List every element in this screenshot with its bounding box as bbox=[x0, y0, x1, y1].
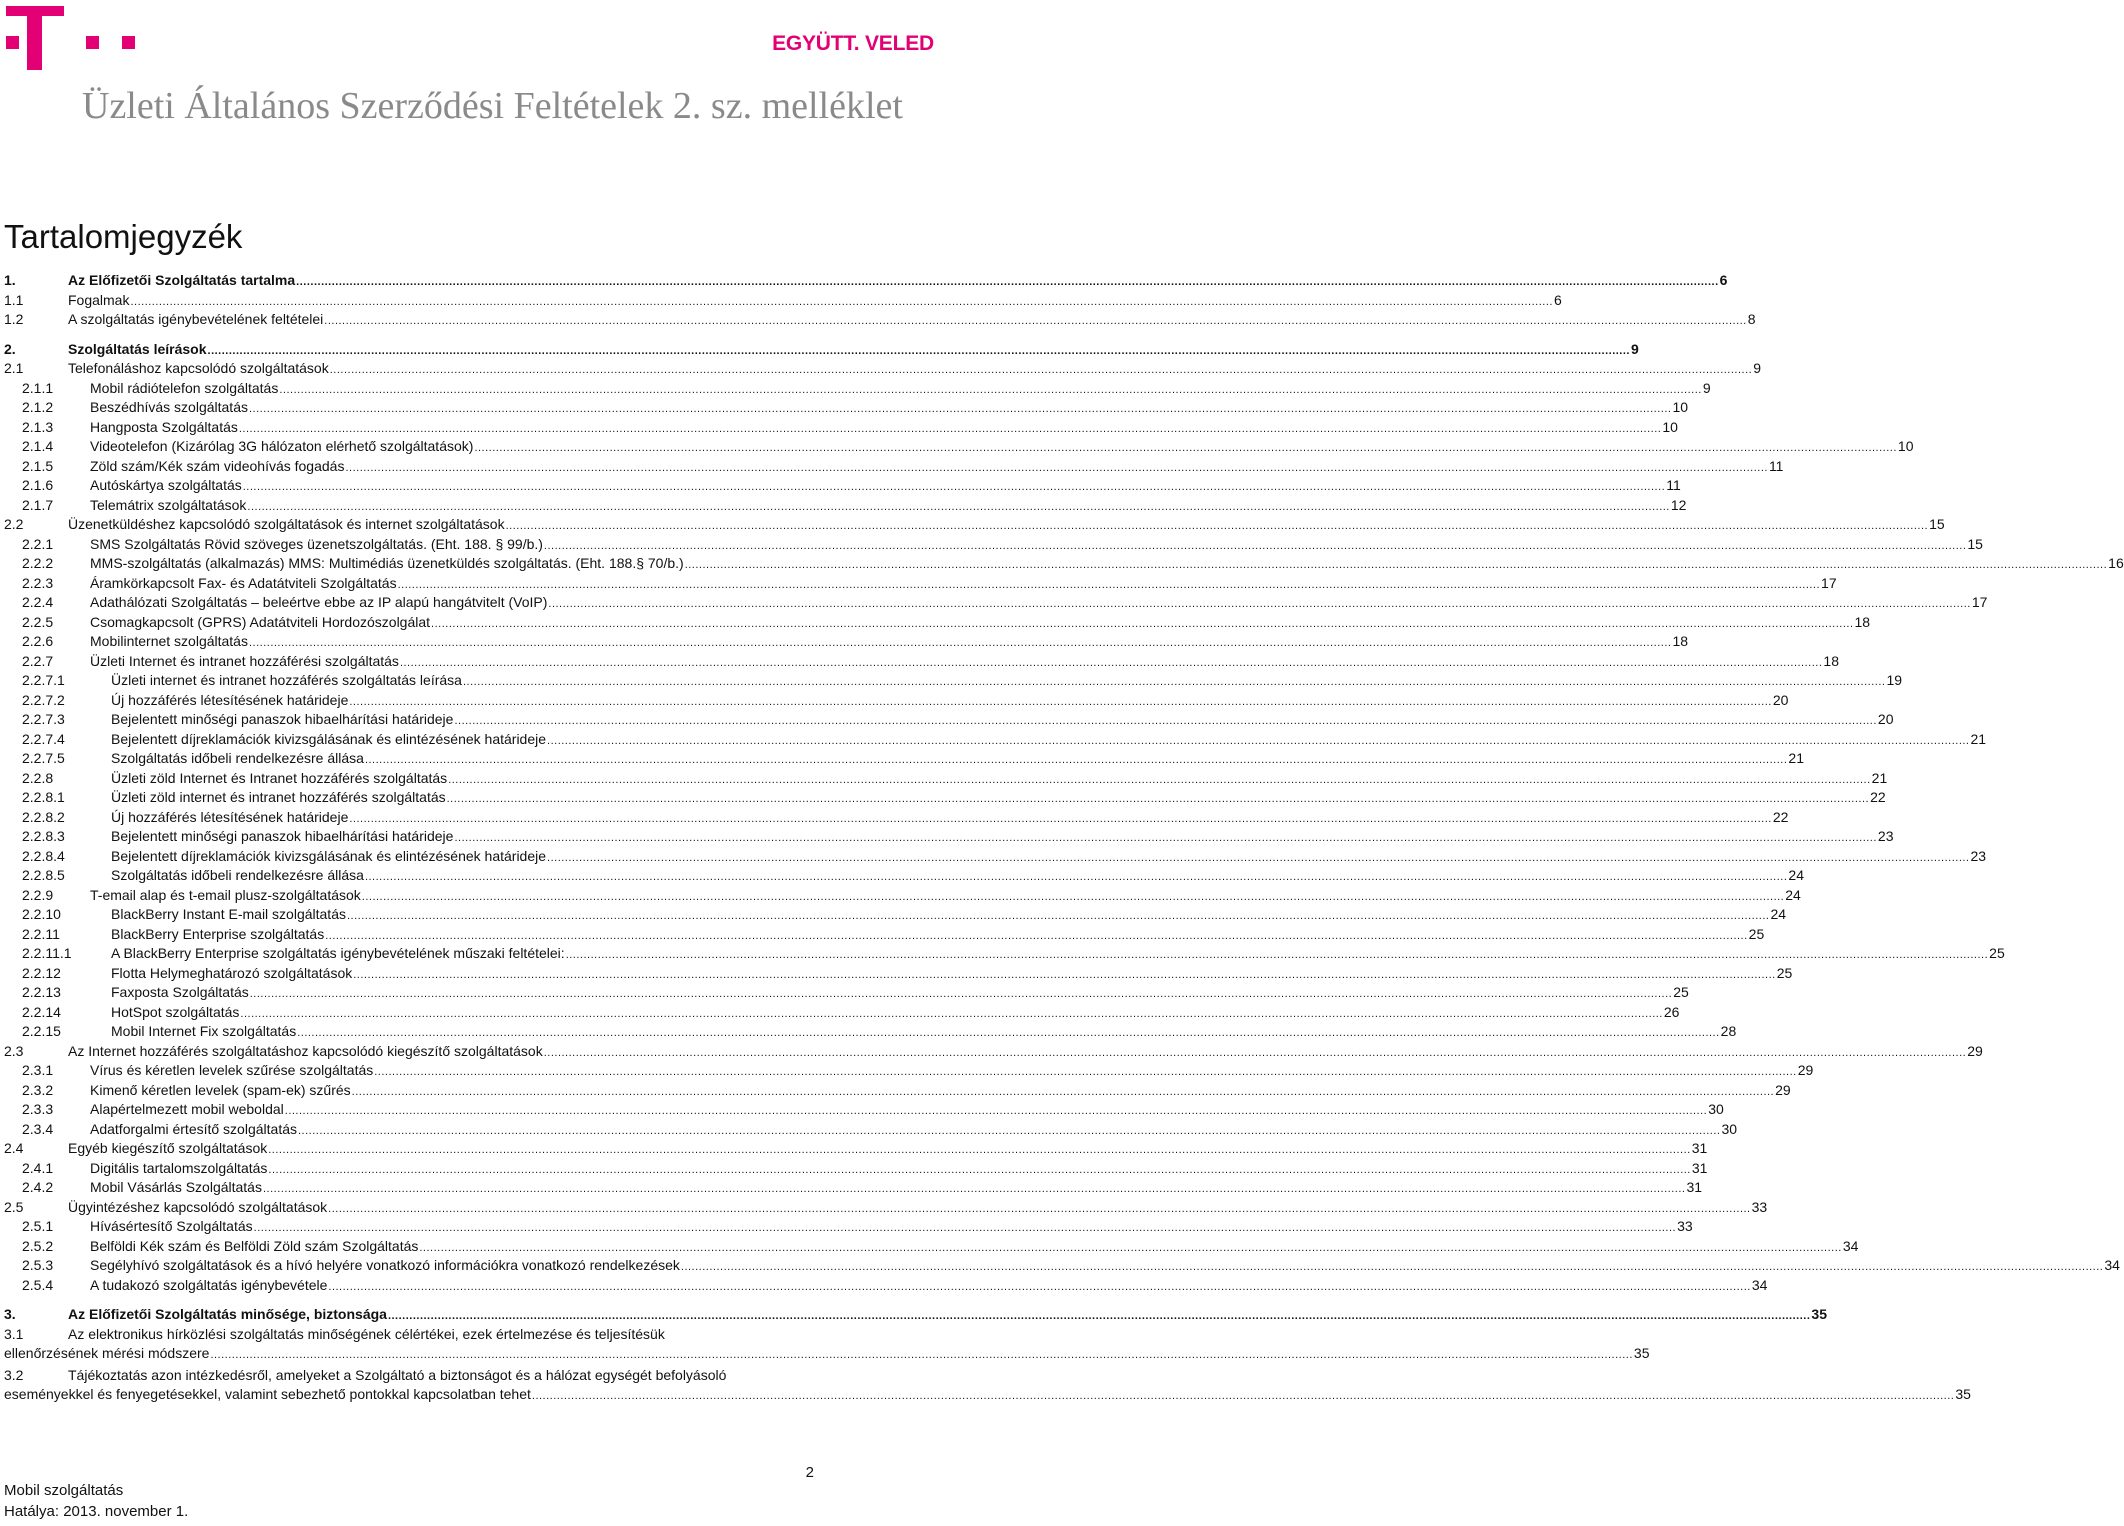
toc-entry[interactable] bbox=[4, 613, 1871, 633]
toc-entry-page: 11 bbox=[1768, 457, 1784, 474]
toc-entry-number: 2.2.8.2 bbox=[22, 808, 65, 825]
toc-entry-number: 2.5.2 bbox=[22, 1237, 54, 1254]
toc-entry-page: 24 bbox=[1785, 886, 1801, 903]
toc-entry[interactable] bbox=[4, 535, 1983, 555]
footer-info bbox=[4, 1480, 188, 1522]
toc-leader-dots: ................................................................................................................................................................................................................................................................................................................................................................................................................ bbox=[351, 1085, 1775, 1098]
toc-leader-dots: ................................................................................................................................................................................................................................................................................................................................................................................................................ bbox=[547, 851, 1970, 864]
toc-leader-dots: ................................................................................................................................................................................................................................................................................................................................................................................................................ bbox=[297, 1027, 1720, 1039]
toc-entry-number: 2.3.3 bbox=[22, 1101, 54, 1117]
toc-entry-title: Csomagkapcsolt (GPRS) Adatátviteli Hordozószolgálat bbox=[90, 613, 431, 630]
toc-leader-dots: ................................................................................................................................................................................................................................................................................................................................................................................................................ bbox=[474, 442, 1897, 454]
toc-entry[interactable] bbox=[4, 671, 1903, 691]
toc-entry-number: 2.2.3 bbox=[22, 574, 54, 591]
toc-entry-title: Telemátrix szolgáltatások bbox=[90, 496, 247, 513]
toc-leader-dots: ................................................................................................................................................................................................................................................................................................................................................................................................................ bbox=[268, 1163, 1691, 1176]
toc-entry-page: 24 bbox=[1788, 867, 1804, 883]
toc-entry-title: Üzenetküldéshez kapcsolódó szolgáltatások és internet szolgáltatások bbox=[68, 516, 505, 532]
toc-entry[interactable] bbox=[4, 1325, 1650, 1366]
toc-entry-title-continued: ellenőrzésének mérési módszere bbox=[4, 1345, 210, 1361]
toc-entry-title: Új hozzáférés létesítésének határideje bbox=[111, 808, 349, 825]
toc-entry[interactable] bbox=[4, 554, 2124, 574]
toc-entry-title: Üzleti Internet és intranet hozzáférési szolgáltatás bbox=[90, 652, 399, 669]
toc-entry-title: Hívásértesítő Szolgáltatás bbox=[90, 1218, 253, 1234]
toc-leader-dots: ................................................................................................................................................................................................................................................................................................................................................................................................................ bbox=[543, 1046, 1967, 1059]
telekom-logo bbox=[6, 6, 146, 72]
toc-entry-page: 12 bbox=[1670, 496, 1687, 513]
toc-entry-page: 25 bbox=[1989, 945, 2005, 961]
toc-entry-title: Alapértelmezett mobil weboldal bbox=[90, 1101, 284, 1117]
toc-entry-page: 23 bbox=[1877, 828, 1894, 844]
toc-entry-page: 21 bbox=[1788, 750, 1804, 766]
toc-heading: Tartalomjegyzék bbox=[4, 218, 243, 255]
toc-entry[interactable] bbox=[4, 769, 1888, 789]
toc-entry-number: 2.2.9 bbox=[22, 886, 54, 903]
toc-leader-dots: ................................................................................................................................................................................................................................................................................................................................................................................................................ bbox=[531, 1390, 1955, 1402]
toc-leader-dots: ................................................................................................................................................................................................................................................................................................................................................................................................................ bbox=[680, 1261, 2104, 1273]
toc-leader-dots: ................................................................................................................................................................................................................................................................................................................................................................................................................ bbox=[240, 1007, 1663, 1020]
toc-entry-number: 3.2 bbox=[4, 1366, 24, 1383]
toc-entry-page: 21 bbox=[1970, 730, 1987, 747]
toc-entry[interactable] bbox=[4, 457, 1784, 477]
toc-entry-page: 11 bbox=[1666, 477, 1681, 493]
footer-service: Mobil szolgáltatás bbox=[4, 1482, 124, 1499]
toc-entry-number: 2.2.5 bbox=[22, 613, 54, 630]
toc-leader-dots: ................................................................................................................................................................................................................................................................................................................................................................................................................ bbox=[547, 734, 1970, 747]
toc-entry-title: T-email alap és t-email plusz-szolgáltatások bbox=[90, 886, 361, 903]
toc-leader-dots: ................................................................................................................................................................................................................................................................................................................................................................................................................ bbox=[279, 383, 1702, 396]
toc-leader-dots: ................................................................................................................................................................................................................................................................................................................................................................................................................ bbox=[397, 578, 1821, 591]
toc-entry-title: Szolgáltatás leírások bbox=[68, 340, 207, 357]
toc-leader-dots: ................................................................................................................................................................................................................................................................................................................................................................................................................ bbox=[325, 929, 1748, 942]
toc-entry-page: 10 bbox=[1897, 438, 1914, 454]
toc-entry-title: Belföldi Kék szám és Belföldi Zöld szám Szolgáltatás bbox=[90, 1237, 419, 1254]
toc-entry-number: 2.3.2 bbox=[22, 1081, 54, 1098]
toc-entry-number: 2.5.3 bbox=[22, 1257, 54, 1273]
toc-entry[interactable] bbox=[4, 730, 1987, 750]
toc-entry[interactable] bbox=[4, 398, 1689, 418]
toc-entry-page: 35 bbox=[1955, 1386, 1971, 1402]
toc-entry-page: 15 bbox=[1929, 516, 1945, 532]
toc-entry[interactable] bbox=[4, 379, 1711, 399]
toc-entry[interactable] bbox=[4, 359, 1761, 379]
toc-entry[interactable] bbox=[4, 476, 1681, 496]
toc-entry-page: 18 bbox=[1854, 613, 1871, 630]
toc-entry[interactable] bbox=[4, 964, 1793, 984]
toc-leader-dots: ................................................................................................................................................................................................................................................................................................................................................................................................................ bbox=[130, 295, 1553, 308]
toc-entry-title: Az elektronikus hírközlési szolgáltatás minőségének célértékei, ezek értelmezése és teljesítésük bbox=[68, 1325, 665, 1342]
toc-entry-title: A tudakozó szolgáltatás igénybevétele bbox=[90, 1276, 328, 1293]
logo-dot-3 bbox=[122, 36, 135, 49]
toc-entry[interactable] bbox=[4, 749, 1804, 769]
toc-entry[interactable] bbox=[4, 418, 1678, 438]
toc-entry-number: 2.2.7.5 bbox=[22, 750, 65, 766]
toc-entry-number: 2.5 bbox=[4, 1198, 24, 1215]
toc-entry-title: Az Internet hozzáférés szolgáltatáshoz kapcsolódó kiegészítő szolgáltatások bbox=[68, 1042, 543, 1059]
toc-leader-dots: ................................................................................................................................................................................................................................................................................................................................................................................................................ bbox=[210, 1349, 1633, 1361]
toc-entry-number: 2.2.2 bbox=[22, 555, 54, 571]
toc-entry-title: Fogalmak bbox=[68, 291, 130, 308]
toc-entry-title: Adatforgalmi értesítő szolgáltatás bbox=[90, 1120, 297, 1137]
toc-entry-title: Az Előfizetői Szolgáltatás minősége, biztonsága bbox=[68, 1306, 387, 1322]
toc-entry[interactable] bbox=[4, 1100, 1724, 1120]
toc-leader-dots: ................................................................................................................................................................................................................................................................................................................................................................................................................ bbox=[298, 1124, 1721, 1137]
toc-entry-title: Üzleti zöld Internet és Intranet hozzáférés szolgáltatás bbox=[111, 769, 448, 786]
toc-entry-number: 2.2.7.1 bbox=[22, 672, 65, 688]
toc-leader-dots: ................................................................................................................................................................................................................................................................................................................................................................................................................ bbox=[684, 559, 2108, 571]
toc-entry-number: 2.2.10 bbox=[22, 906, 61, 922]
toc-entry[interactable] bbox=[4, 1217, 1693, 1237]
toc-entry-title: Zöld szám/Kék szám videohívás fogadás bbox=[90, 457, 345, 474]
toc-entry-title: Bejelentett díjreklamációk kivizsgálásának és elintézésének határideje bbox=[111, 847, 547, 864]
toc-entry-title: Tájékoztatás azon intézkedésről, amelyeket a Szolgáltató a biztonságot és a hálózat egységét befolyásoló bbox=[68, 1366, 727, 1383]
toc-entry-number: 2.2.8.3 bbox=[22, 828, 65, 844]
toc-leader-dots: ................................................................................................................................................................................................................................................................................................................................................................................................................ bbox=[448, 773, 1871, 786]
toc-entry-title: Flotta Helymeghatározó szolgáltatások bbox=[111, 964, 353, 981]
toc-entry-number: 1.2 bbox=[4, 311, 24, 327]
toc-entry[interactable] bbox=[4, 593, 1988, 613]
toc-entry-title: A BlackBerry Enterprise szolgáltatás igénybevételének műszaki feltételei: bbox=[111, 945, 565, 961]
toc-entry-number: 2.2.14 bbox=[22, 1003, 61, 1020]
toc-entry-number: 3.1 bbox=[4, 1325, 24, 1342]
toc-entry-title: SMS Szolgáltatás Rövid szöveges üzenetszolgáltatás. (Eht. 188. § 99/b.) bbox=[90, 535, 543, 552]
toc-leader-dots: ................................................................................................................................................................................................................................................................................................................................................................................................................ bbox=[345, 461, 1768, 474]
toc-entry-page: 31 bbox=[1691, 1159, 1708, 1176]
toc-leader-dots: ................................................................................................................................................................................................................................................................................................................................................................................................................ bbox=[446, 793, 1870, 805]
toc-entry-page: 34 bbox=[2104, 1257, 2120, 1273]
toc-entry-number: 2.2.7.4 bbox=[22, 730, 65, 747]
toc-entry-page: 21 bbox=[1871, 769, 1888, 786]
toc-entry-number: 2.4 bbox=[4, 1140, 24, 1156]
toc-leader-dots: ................................................................................................................................................................................................................................................................................................................................................................................................................ bbox=[364, 754, 1788, 766]
toc-entry-page: 9 bbox=[1753, 360, 1761, 376]
toc-entry-number: 2.2.8 bbox=[22, 769, 54, 786]
toc-entry-page: 30 bbox=[1708, 1101, 1724, 1117]
toc-entry-number: 1. bbox=[4, 272, 16, 288]
toc-entry-page: 9 bbox=[1630, 340, 1639, 357]
toc-entry-title: BlackBerry Instant E-mail szolgáltatás bbox=[111, 906, 346, 922]
toc-leader-dots: ................................................................................................................................................................................................................................................................................................................................................................................................................ bbox=[329, 364, 1753, 376]
brand-tagline: EGYÜTT. VELED bbox=[772, 32, 934, 55]
toc-entry-page: 29 bbox=[1967, 1042, 1983, 1059]
toc-entry-number: 2.2.4 bbox=[22, 594, 54, 610]
toc-entry-number: 2.2.6 bbox=[22, 633, 54, 649]
toc-leader-dots: ................................................................................................................................................................................................................................................................................................................................................................................................................ bbox=[543, 539, 1967, 552]
toc-entry-number: 2.2.8.1 bbox=[22, 789, 65, 805]
toc-entry-page: 34 bbox=[1842, 1237, 1859, 1254]
toc-entry-title: Üzleti zöld internet és intranet hozzáférés szolgáltatás bbox=[111, 789, 446, 805]
toc-leader-dots: ................................................................................................................................................................................................................................................................................................................................................................................................................ bbox=[328, 1280, 1751, 1293]
toc-entry[interactable] bbox=[4, 496, 1687, 516]
toc-entry-number: 2.2.8.5 bbox=[22, 867, 65, 883]
page-number: 2 bbox=[805, 1464, 814, 1481]
toc-entry[interactable] bbox=[4, 1276, 1768, 1296]
toc-entry-number: 2. bbox=[4, 340, 16, 357]
toc-entry[interactable] bbox=[4, 1256, 2120, 1276]
toc-leader-dots: ................................................................................................................................................................................................................................................................................................................................................................................................................ bbox=[505, 520, 1929, 532]
toc-entry[interactable] bbox=[4, 1139, 1708, 1159]
toc-entry-page: 19 bbox=[1886, 672, 1903, 688]
toc-entry-page: 28 bbox=[1720, 1023, 1737, 1039]
toc-entry-page: 31 bbox=[1691, 1140, 1708, 1156]
toc-entry[interactable] bbox=[4, 632, 1689, 652]
toc-entry[interactable] bbox=[4, 310, 1756, 330]
toc-entry-number: 2.1 bbox=[4, 360, 24, 376]
toc-entry-title: Videotelefon (Kizárólag 3G hálózaton elérhető szolgáltatások) bbox=[90, 438, 474, 454]
toc-leader-dots: ................................................................................................................................................................................................................................................................................................................................................................................................................ bbox=[419, 1241, 1842, 1254]
toc-entry[interactable] bbox=[4, 808, 1789, 828]
toc-entry-page: 6 bbox=[1553, 291, 1562, 308]
toc-entry[interactable] bbox=[4, 340, 1639, 360]
toc-entry-number: 2.2.11.1 bbox=[22, 945, 72, 961]
toc-entry-page: 23 bbox=[1970, 847, 1987, 864]
toc-entry-title: Digitális tartalomszolgáltatás bbox=[90, 1159, 268, 1176]
toc-entry[interactable] bbox=[4, 437, 1914, 457]
toc-entry[interactable] bbox=[4, 1081, 1791, 1101]
toc-entry-title: Vírus és kéretlen levelek szűrése szolgáltatás bbox=[90, 1062, 374, 1078]
toc-entry-title: Mobil rádiótelefon szolgáltatás bbox=[90, 379, 279, 396]
toc-entry-title: Üzleti internet és intranet hozzáférés szolgáltatás leírása bbox=[111, 672, 462, 688]
toc-entry-number: 2.2.7.2 bbox=[22, 691, 65, 708]
toc-entry-page: 31 bbox=[1686, 1179, 1703, 1195]
toc-entry-title: Szolgáltatás időbeli rendelkezésre állása bbox=[111, 867, 364, 883]
toc-entry-number: 2.1.6 bbox=[22, 477, 54, 493]
toc-leader-dots: ................................................................................................................................................................................................................................................................................................................................................................................................................ bbox=[548, 598, 1971, 610]
toc-entry-number: 2.1.2 bbox=[22, 399, 54, 415]
toc-entry-title: Telefonáláshoz kapcsolódó szolgáltatások bbox=[68, 360, 329, 376]
toc-leader-dots: ................................................................................................................................................................................................................................................................................................................................................................................................................ bbox=[247, 500, 1670, 513]
toc-entry-title: Mobilinternet szolgáltatás bbox=[90, 633, 248, 649]
toc-entry[interactable] bbox=[4, 944, 2005, 964]
toc-entry-number: 2.2.1 bbox=[22, 535, 54, 552]
toc-leader-dots: ................................................................................................................................................................................................................................................................................................................................................................................................................ bbox=[565, 949, 1989, 961]
toc-entry-title-continued: eseményekkel és fenyegetésekkel, valamint sebezhető pontokkal kapcsolatban tehet bbox=[4, 1386, 531, 1402]
toc-entry-title: Bejelentett minőségi panaszok hibaelhárítási határideje bbox=[111, 828, 454, 844]
toc-leader-dots: ................................................................................................................................................................................................................................................................................................................................................................................................................ bbox=[454, 715, 1877, 727]
logo-t-stem bbox=[27, 6, 42, 70]
toc-entry-number: 2.1.7 bbox=[22, 496, 54, 513]
toc-entry[interactable] bbox=[4, 847, 1987, 867]
toc-entry[interactable] bbox=[4, 983, 1689, 1003]
toc-entry[interactable] bbox=[4, 1178, 1703, 1198]
toc-entry-page: 34 bbox=[1751, 1276, 1768, 1293]
toc-entry-title: Hangposta Szolgáltatás bbox=[90, 418, 238, 435]
toc-entry-number: 2.2.8.4 bbox=[22, 847, 65, 864]
toc-leader-dots: ................................................................................................................................................................................................................................................................................................................................................................................................................ bbox=[349, 812, 1772, 825]
toc-entry-number: 2.4.2 bbox=[22, 1179, 54, 1195]
toc-entry-title: Segélyhívó szolgáltatások és a hívó helyére vonatkozó információkra vonatkozó rendelkezések bbox=[90, 1257, 680, 1273]
toc-entry-number: 2.4.1 bbox=[22, 1159, 54, 1176]
toc-entry-page: 30 bbox=[1721, 1120, 1738, 1137]
toc-entry-page: 26 bbox=[1663, 1003, 1680, 1020]
document-title: Üzleti Általános Szerződési Feltételek 2. sz. melléklet bbox=[82, 85, 903, 127]
toc-entry-page: 33 bbox=[1751, 1198, 1768, 1215]
toc-leader-dots: ................................................................................................................................................................................................................................................................................................................................................................................................................ bbox=[431, 617, 1854, 630]
toc-entry[interactable] bbox=[4, 291, 1562, 311]
toc-entry[interactable] bbox=[4, 905, 1787, 925]
toc-entry-title: Egyéb kiegészítő szolgáltatások bbox=[68, 1140, 268, 1156]
toc-entry-title: Bejelentett minőségi panaszok hibaelhárítási határideje bbox=[111, 711, 454, 727]
toc-leader-dots: ................................................................................................................................................................................................................................................................................................................................................................................................................ bbox=[268, 1144, 1691, 1156]
toc-entry[interactable] bbox=[4, 788, 1886, 808]
toc-entry-page: 10 bbox=[1662, 418, 1678, 435]
toc-leader-dots: ................................................................................................................................................................................................................................................................................................................................................................................................................ bbox=[242, 481, 1666, 493]
toc-leader-dots: ................................................................................................................................................................................................................................................................................................................................................................................................................ bbox=[361, 890, 1785, 903]
toc-entry[interactable] bbox=[4, 271, 1728, 291]
toc-entry[interactable] bbox=[4, 1366, 1971, 1407]
toc-entry-number: 2.1.1 bbox=[22, 379, 54, 396]
toc-entry-number: 1.1 bbox=[4, 291, 24, 308]
toc-entry-title: HotSpot szolgáltatás bbox=[111, 1003, 240, 1020]
toc-leader-dots: ................................................................................................................................................................................................................................................................................................................................................................................................................ bbox=[387, 1310, 1811, 1322]
toc-entry-title: Mobil Vásárlás Szolgáltatás bbox=[90, 1179, 262, 1195]
toc-entry-page: 25 bbox=[1748, 925, 1765, 942]
toc-entry[interactable] bbox=[4, 1042, 1983, 1062]
toc-entry-number: 2.5.1 bbox=[22, 1218, 54, 1234]
toc-entry-page: 8 bbox=[1747, 311, 1756, 327]
logo-dot-1 bbox=[6, 36, 19, 49]
toc-entry-title: Autóskártya szolgáltatás bbox=[90, 477, 242, 493]
toc-entry-number: 2.3.4 bbox=[22, 1120, 54, 1137]
toc-entry[interactable] bbox=[4, 652, 1839, 672]
toc-entry-number: 2.1.3 bbox=[22, 418, 54, 435]
toc-entry-page: 22 bbox=[1870, 789, 1886, 805]
toc-entry[interactable] bbox=[4, 1022, 1737, 1042]
toc-leader-dots: ................................................................................................................................................................................................................................................................................................................................................................................................................ bbox=[262, 1183, 1686, 1195]
toc-leader-dots: ................................................................................................................................................................................................................................................................................................................................................................................................................ bbox=[349, 695, 1772, 708]
toc-entry-title: Szolgáltatás időbeli rendelkezésre állása bbox=[111, 750, 364, 766]
toc-entry-page: 35 bbox=[1811, 1306, 1827, 1322]
toc-entry-page: 25 bbox=[1673, 984, 1689, 1000]
toc-leader-dots: ................................................................................................................................................................................................................................................................................................................................................................................................................ bbox=[364, 871, 1788, 883]
toc-leader-dots: ................................................................................................................................................................................................................................................................................................................................................................................................................ bbox=[346, 910, 1770, 922]
toc-entry-page: 17 bbox=[1821, 574, 1837, 591]
toc-leader-dots: ................................................................................................................................................................................................................................................................................................................................................................................................................ bbox=[296, 276, 1719, 288]
toc-leader-dots: ................................................................................................................................................................................................................................................................................................................................................................................................................ bbox=[253, 1222, 1677, 1234]
toc-entry-page: 35 bbox=[1633, 1345, 1650, 1361]
toc-entry-title: Mobil Internet Fix szolgáltatás bbox=[111, 1023, 297, 1039]
toc-leader-dots: ................................................................................................................................................................................................................................................................................................................................................................................................................ bbox=[328, 1202, 1751, 1215]
toc-entry-title: Ügyintézéshez kapcsolódó szolgáltatások bbox=[68, 1198, 328, 1215]
toc-leader-dots: ................................................................................................................................................................................................................................................................................................................................................................................................................ bbox=[399, 656, 1823, 669]
footer-effective-date: Hatálya: 2013. november 1. bbox=[4, 1503, 189, 1520]
toc-entry-title: MMS-szolgáltatás (alkalmazás) MMS: Multimédiás üzenetküldés szolgáltatás. (Eht. 188.§ 70/b.) bbox=[90, 555, 684, 571]
toc-entry-number: 3. bbox=[4, 1306, 16, 1322]
toc-entry[interactable] bbox=[4, 1305, 1827, 1325]
toc-entry[interactable] bbox=[4, 827, 1894, 847]
toc-entry-number: 2.1.4 bbox=[22, 438, 54, 454]
toc-leader-dots: ................................................................................................................................................................................................................................................................................................................................................................................................................ bbox=[374, 1066, 1797, 1078]
toc-entry[interactable] bbox=[4, 1198, 1768, 1218]
toc-entry[interactable] bbox=[4, 1159, 1708, 1179]
toc-entry-number: 2.3 bbox=[4, 1042, 24, 1059]
toc-leader-dots: ................................................................................................................................................................................................................................................................................................................................................................................................................ bbox=[238, 422, 1662, 435]
toc-entry-page: 29 bbox=[1775, 1081, 1791, 1098]
toc-entry-page: 18 bbox=[1672, 633, 1689, 649]
toc-entry-number: 2.2.15 bbox=[22, 1023, 61, 1039]
toc-entry-page: 6 bbox=[1719, 272, 1728, 288]
toc-entry[interactable] bbox=[4, 925, 1765, 945]
toc-leader-dots: ................................................................................................................................................................................................................................................................................................................................................................................................................ bbox=[249, 988, 1673, 1000]
toc-entry-page: 33 bbox=[1677, 1218, 1693, 1234]
toc-entry-number: 2.2.7 bbox=[22, 652, 54, 669]
toc-entry-page: 22 bbox=[1772, 808, 1789, 825]
toc-entry-page: 10 bbox=[1672, 399, 1689, 415]
logo-dot-2 bbox=[86, 36, 99, 49]
toc-entry-number: 2.2.12 bbox=[22, 964, 61, 981]
toc-leader-dots: ................................................................................................................................................................................................................................................................................................................................................................................................................ bbox=[284, 1105, 1708, 1117]
toc-entry-title: Új hozzáférés létesítésének határideje bbox=[111, 691, 349, 708]
toc-entry-number: 2.2.11 bbox=[22, 925, 60, 942]
toc-entry-title: Kimenő kéretlen levelek (spam-ek) szűrés bbox=[90, 1081, 351, 1098]
toc-leader-dots: ................................................................................................................................................................................................................................................................................................................................................................................................................ bbox=[248, 637, 1672, 649]
toc-entry-number: 2.5.4 bbox=[22, 1276, 54, 1293]
toc-entry-page: 18 bbox=[1823, 652, 1839, 669]
toc-leader-dots: ................................................................................................................................................................................................................................................................................................................................................................................................................ bbox=[248, 403, 1672, 415]
toc-entry[interactable] bbox=[4, 710, 1894, 730]
toc-entry-page: 25 bbox=[1776, 964, 1793, 981]
toc-entry-title: Faxposta Szolgáltatás bbox=[111, 984, 249, 1000]
toc-leader-dots: ................................................................................................................................................................................................................................................................................................................................................................................................................ bbox=[454, 832, 1877, 844]
toc-entry-title: Beszédhívás szolgáltatás bbox=[90, 399, 248, 415]
toc-entry[interactable] bbox=[4, 1237, 1859, 1257]
toc-entry-number: 2.3.1 bbox=[22, 1062, 54, 1078]
toc-entry-page: 20 bbox=[1877, 711, 1894, 727]
toc-entry-page: 16 bbox=[2108, 555, 2124, 571]
toc-entry-title: Bejelentett díjreklamációk kivizsgálásának és elintézésének határideje bbox=[111, 730, 547, 747]
toc-entry-title: Az Előfizetői Szolgáltatás tartalma bbox=[68, 272, 296, 288]
toc-leader-dots: ................................................................................................................................................................................................................................................................................................................................................................................................................ bbox=[353, 968, 1776, 981]
toc-entry-page: 20 bbox=[1772, 691, 1789, 708]
toc-entry-title: Áramkörkapcsolt Fax- és Adatátviteli Szolgáltatás bbox=[90, 574, 397, 591]
toc-entry[interactable] bbox=[4, 1003, 1680, 1023]
toc-entry-page: 24 bbox=[1770, 906, 1787, 922]
toc-leader-dots: ................................................................................................................................................................................................................................................................................................................................................................................................................ bbox=[462, 676, 1886, 688]
toc-entry[interactable] bbox=[4, 515, 1945, 535]
toc-entry-page: 17 bbox=[1971, 594, 1988, 610]
toc-entry-page: 9 bbox=[1702, 379, 1711, 396]
toc-entry[interactable] bbox=[4, 1120, 1738, 1140]
toc-entry-title: Adathálózati Szolgáltatás – beleértve ebbe az IP alapú hangátvitelt (VoIP) bbox=[90, 594, 548, 610]
toc-entry-title: A szolgáltatás igénybevételének feltételei bbox=[68, 311, 324, 327]
table-of-contents bbox=[4, 271, 2124, 1407]
toc-entry-number: 2.2.7.3 bbox=[22, 711, 65, 727]
toc-entry-page: 15 bbox=[1967, 535, 1983, 552]
toc-entry-number: 2.2 bbox=[4, 516, 24, 532]
toc-entry-number: 2.1.5 bbox=[22, 457, 54, 474]
toc-entry[interactable] bbox=[4, 574, 1837, 594]
toc-entry[interactable] bbox=[4, 866, 1804, 886]
toc-entry-title: BlackBerry Enterprise szolgáltatás bbox=[111, 925, 325, 942]
toc-entry[interactable] bbox=[4, 691, 1789, 711]
toc-entry[interactable] bbox=[4, 1061, 1814, 1081]
toc-entry-page: 29 bbox=[1797, 1062, 1814, 1078]
toc-entry-number: 2.2.13 bbox=[22, 984, 61, 1000]
toc-leader-dots: ................................................................................................................................................................................................................................................................................................................................................................................................................ bbox=[207, 344, 1630, 357]
toc-entry[interactable] bbox=[4, 886, 1801, 906]
toc-leader-dots: ................................................................................................................................................................................................................................................................................................................................................................................................................ bbox=[324, 315, 1747, 327]
